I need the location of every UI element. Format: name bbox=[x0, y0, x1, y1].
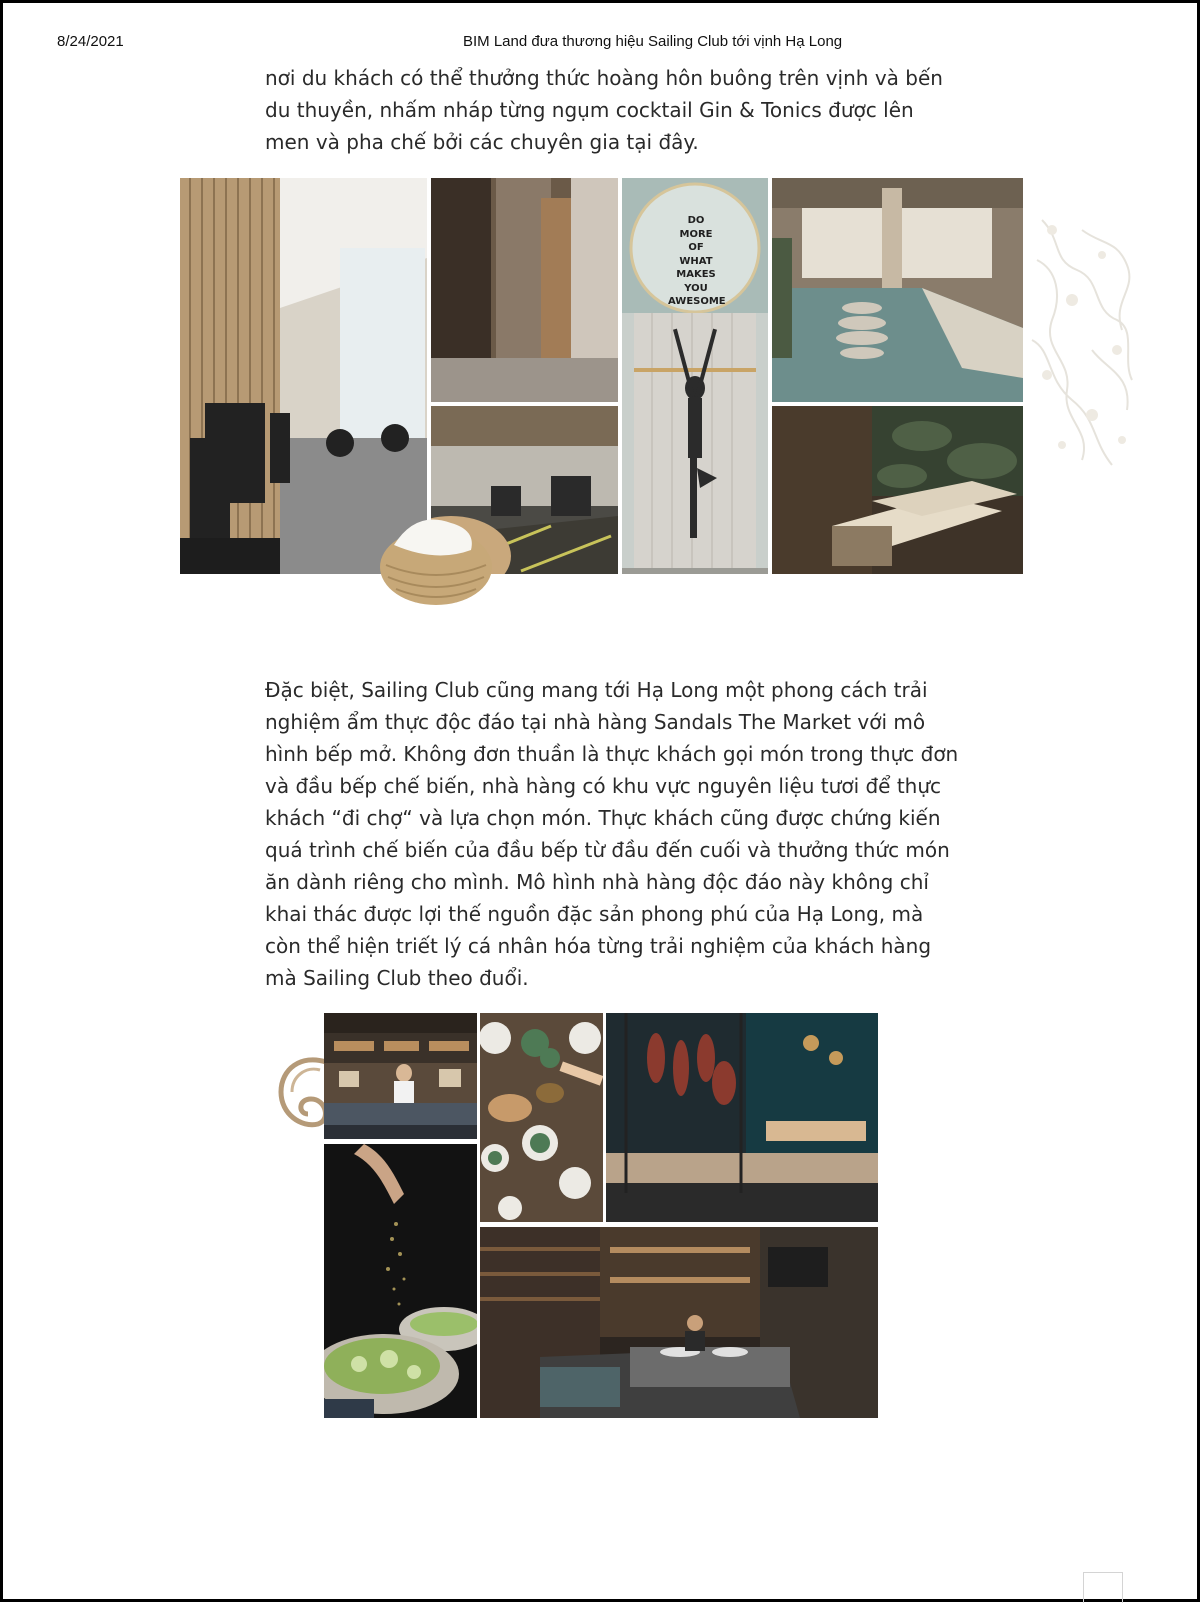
coral-decoration bbox=[1022, 200, 1147, 485]
table-spread-photo bbox=[480, 1013, 603, 1222]
paragraph-line: mà Sailing Club theo đuổi. bbox=[265, 966, 529, 990]
paragraph-top bbox=[265, 62, 945, 158]
print-page-title: BIM Land đưa thương hiệu Sailing Club tới vịnh Hạ Long bbox=[463, 33, 843, 50]
paragraph-line: men và pha chế bởi các chuyên gia tại đây. bbox=[265, 130, 699, 154]
basket-photo bbox=[376, 505, 496, 605]
paragraph-line: ăn dành riêng cho mình. Mô hình nhà hàng độc đáo này không chỉ bbox=[265, 870, 929, 894]
paragraph-line: Đặc biệt, Sailing Club cũng mang tới Hạ Long một phong cách trải bbox=[265, 678, 928, 702]
quote-sign-line: YOU bbox=[684, 282, 708, 294]
open-kitchen-photo bbox=[324, 1013, 477, 1139]
pool-photo bbox=[772, 178, 1023, 402]
paragraph-market bbox=[265, 674, 959, 994]
paragraph-line: khai thác được lợi thế nguồn đặc sản phong phú của Hạ Long, mà bbox=[265, 902, 924, 926]
paragraph-line: hình bếp mở. Không đơn thuần là thực khách gọi món trong thực đơn bbox=[265, 742, 959, 766]
paragraph-line: quá trình chế biến của đầu bếp từ đầu đến cuối và thưởng thức món bbox=[265, 838, 950, 862]
shell-decoration bbox=[276, 1054, 330, 1130]
paragraph-line: nơi du khách có thể thưởng thức hoàng hôn buông trên vịnh và bến bbox=[265, 66, 943, 90]
quote-sign-line: WHAT bbox=[679, 255, 713, 267]
print-date: 8/24/2021 bbox=[57, 33, 124, 50]
paragraph-line: khách “đi chợ“ và lựa chọn món. Thực khách cũng được chứng kiến bbox=[265, 806, 941, 830]
bathroom-photo bbox=[431, 178, 618, 402]
market-display-photo bbox=[606, 1013, 878, 1222]
quote-sign-line: AWESOME bbox=[668, 296, 726, 307]
quote-sign-line: OF bbox=[688, 242, 704, 253]
spa-photo bbox=[772, 406, 1023, 574]
page-corner-mark bbox=[1083, 1572, 1123, 1603]
paragraph-line: và đầu bếp chế biến, nhà hàng có khu vực nguyên liệu tươi để thực bbox=[265, 774, 942, 798]
paragraph-line: còn thể hiện triết lý cá nhân hóa từng trải nghiệm của khách hàng bbox=[265, 934, 932, 958]
paragraph-line: nghiệm ẩm thực độc đáo tại nhà hàng Sandals The Market với mô bbox=[265, 710, 926, 734]
quote-sign-line: DO bbox=[687, 215, 705, 226]
quote-sign-line: MAKES bbox=[676, 269, 716, 280]
quote-sign-line: MORE bbox=[679, 228, 713, 240]
market-counter-photo bbox=[480, 1227, 878, 1418]
paragraph-line: du thuyền, nhấm nháp từng ngụm cocktail Gin & Tonics được lên bbox=[265, 98, 914, 122]
quote-sign bbox=[668, 214, 724, 309]
seasoning-salad-photo bbox=[324, 1144, 477, 1418]
